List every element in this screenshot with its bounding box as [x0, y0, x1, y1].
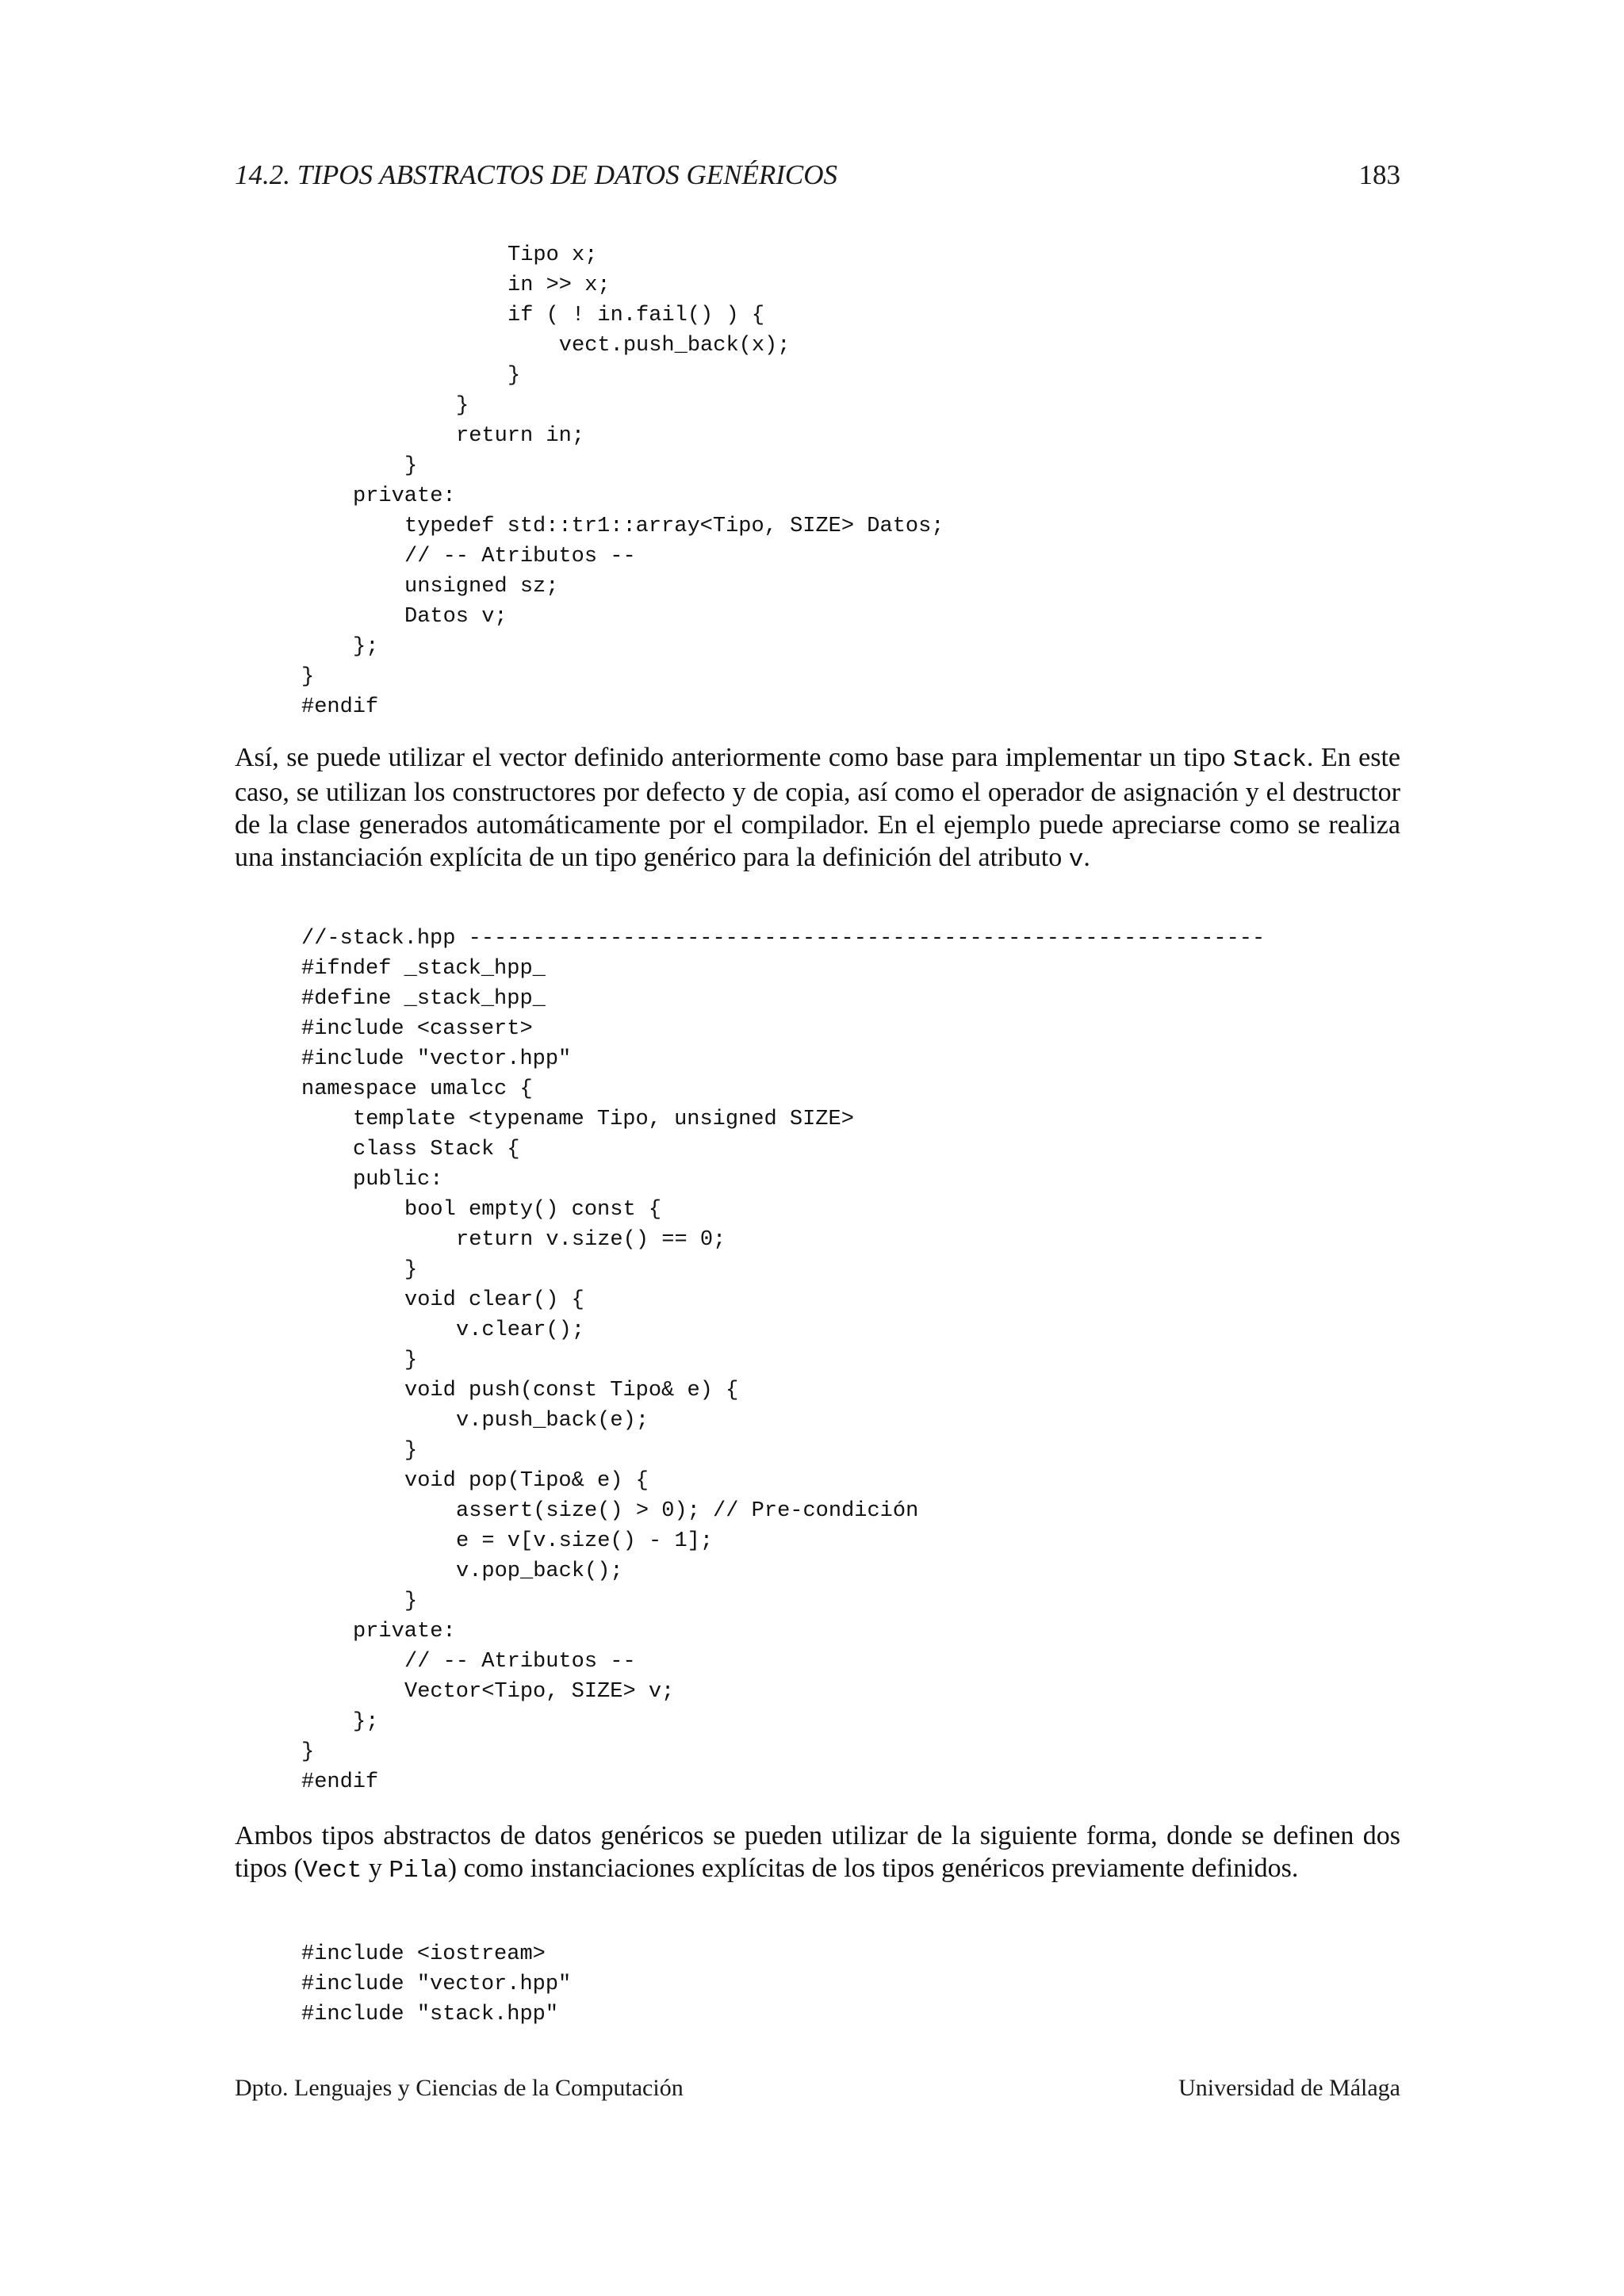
code-line: #ifndef _stack_hpp_ — [301, 957, 546, 981]
code-line: private: — [353, 1620, 456, 1644]
code-line: #include "stack.hpp" — [301, 2003, 559, 2026]
code-line: Datos v; — [404, 605, 508, 629]
code-line: e = v[v.size() - 1]; — [456, 1529, 714, 1553]
code-line: v.clear(); — [456, 1318, 585, 1342]
code-line: } — [404, 1439, 418, 1463]
code-line: } — [301, 665, 315, 689]
code-line: unsigned sz; — [404, 575, 559, 599]
paragraph-usage-intro: Ambos tipos abstractos de datos genéricos se pueden utilizar de la siguiente forma, donde se definen dos tipos (Vect y Pila) como instanciaciones explícitas de los tipos genéricos previamente definidos. — [235, 1821, 1400, 1885]
code-line: return in; — [456, 424, 585, 448]
code-line: } — [456, 394, 469, 418]
code-line: v.push_back(e); — [456, 1409, 649, 1433]
inline-code-vect: Vect — [302, 1857, 362, 1885]
page-number: 183 — [1358, 159, 1400, 190]
code-line: #include "vector.hpp" — [301, 1973, 572, 1996]
code-line: public: — [353, 1168, 443, 1192]
section-title: 14.2. TIPOS ABSTRACTOS DE DATOS GENÉRICOS — [235, 159, 837, 190]
code-line: } — [301, 1740, 315, 1764]
code-line: class Stack { — [353, 1138, 520, 1161]
code-block-main-includes — [301, 1939, 571, 2030]
code-line: namespace umalcc { — [301, 1077, 533, 1101]
code-block-vector-tail — [301, 240, 944, 722]
inline-code-v: v — [1068, 846, 1084, 874]
code-line: void push(const Tipo& e) { — [404, 1379, 739, 1402]
code-line: #define _stack_hpp_ — [301, 987, 546, 1011]
code-block-stack-hpp — [301, 924, 1265, 1797]
footer-university: Universidad de Málaga — [1178, 2075, 1400, 2101]
code-line: in >> x; — [508, 274, 611, 297]
code-line: vect.push_back(x); — [508, 334, 791, 358]
code-line: #endif — [301, 1770, 379, 1794]
code-line: } — [404, 1349, 418, 1372]
paragraph-stack-intro: Así, se puede utilizar el vector definido anteriormente como base para implementar un tipo Stack. En este caso, se utilizan los constructores por defecto y de copia, así como el operador de asignación y el destructor de la clase generados automáticamente por el compilador. En el ejemplo puede apreciarse como se realiza una instanciación explícita de un tipo genérico para la definición del atributo v. — [235, 743, 1400, 874]
code-line: template <typename Tipo, unsigned SIZE> — [353, 1108, 854, 1131]
code-line: } — [404, 1590, 418, 1613]
code-line: } — [404, 454, 418, 478]
code-line: #include <cassert> — [301, 1017, 533, 1041]
code-line: } — [404, 1258, 418, 1282]
code-line: typedef std::tr1::array<Tipo, SIZE> Datos; — [404, 515, 944, 538]
code-line: assert(size() > 0); // Pre-condición — [456, 1499, 919, 1523]
inline-code-pila: Pila — [389, 1857, 448, 1885]
code-line: Tipo x; — [508, 243, 598, 267]
running-header — [235, 155, 1400, 195]
code-line: Vector<Tipo, SIZE> v; — [404, 1680, 675, 1704]
code-line: }; — [353, 1710, 379, 1734]
running-footer — [235, 2071, 1400, 2106]
code-line: #include <iostream> — [301, 1942, 546, 1966]
code-line: void pop(Tipo& e) { — [404, 1469, 649, 1493]
code-line: if ( ! in.fail() ) { — [508, 304, 765, 327]
code-line: #endif — [301, 695, 379, 719]
footer-department: Dpto. Lenguajes y Ciencias de la Computación — [235, 2075, 684, 2101]
code-line: // -- Atributos -- — [404, 545, 636, 568]
code-line: #include "vector.hpp" — [301, 1047, 572, 1071]
code-line: } — [508, 364, 521, 388]
code-line: v.pop_back(); — [456, 1559, 623, 1583]
code-line: //-stack.hpp -------------------------------------------------------------- — [301, 927, 1266, 951]
code-line: bool empty() const { — [404, 1198, 662, 1222]
inline-code-stack: Stack — [1232, 746, 1307, 774]
code-line: }; — [353, 635, 379, 659]
code-line: private: — [353, 484, 456, 508]
code-line: // -- Atributos -- — [404, 1650, 636, 1674]
code-line: return v.size() == 0; — [456, 1228, 726, 1252]
code-line: void clear() { — [404, 1288, 584, 1312]
